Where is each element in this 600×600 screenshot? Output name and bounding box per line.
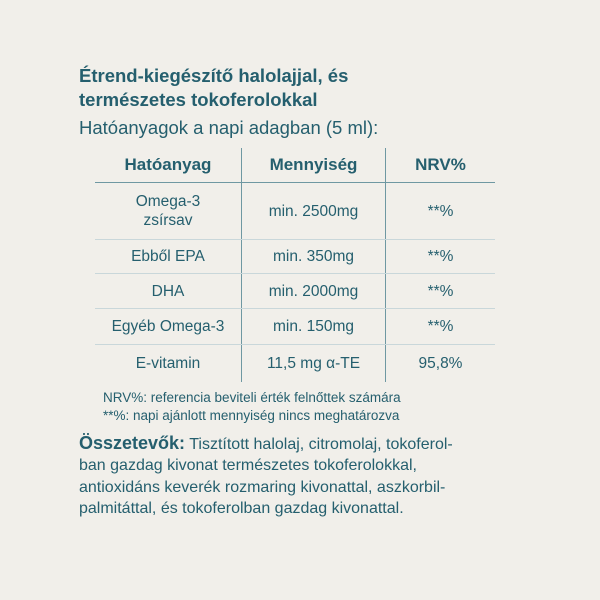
table-row xyxy=(95,345,495,382)
column-header-amount: Mennyiség xyxy=(242,148,386,183)
nrv-cell: **% xyxy=(386,274,496,309)
ingredient-name: Omega-3 xyxy=(135,193,201,210)
active-ingredients-heading: Hatóanyagok a napi adagban (5 ml): xyxy=(79,117,379,138)
title-line: természetes tokoferolokkal xyxy=(79,89,318,110)
title-line: Étrend-kiegészítő halolajjal, és xyxy=(79,65,349,86)
ingredient-name-cell xyxy=(95,183,242,240)
ingredients-label: Összetevők: xyxy=(79,432,186,453)
ingredient-name-cell: DHA xyxy=(95,274,242,309)
nrv-footnote: NRV%: referencia beviteli érték felnőttek számára xyxy=(103,389,401,405)
supplement-label xyxy=(79,64,539,520)
ingredients-line: ban gazdag kivonat természetes tokoferolokkal, xyxy=(79,457,417,474)
ingredients-text: Tisztított halolaj, citromolaj, tokoferol- xyxy=(189,435,453,453)
column-header-ingredient: Hatóanyag xyxy=(95,148,242,183)
nrv-cell: **% xyxy=(386,183,496,240)
asterisk-footnote: **%: napi ajánlott mennyiség nincs meghatározva xyxy=(103,407,400,423)
amount-cell: 11,5 mg α-TE xyxy=(242,345,386,382)
amount-cell: min. 350mg xyxy=(242,240,386,274)
ingredients-line xyxy=(79,433,539,456)
ingredient-name-continued: zsírsav xyxy=(143,212,193,229)
amount-cell: min. 150mg xyxy=(242,309,386,345)
ingredients-line: palmitáttal, és tokoferolban gazdag kivonattal. xyxy=(79,500,404,517)
amount-cell: min. 2500mg xyxy=(242,183,386,240)
nutrition-table xyxy=(95,148,495,382)
nrv-cell: **% xyxy=(386,240,496,274)
ingredient-name-cell: Ebből EPA xyxy=(95,240,242,274)
nrv-cell: 95,8% xyxy=(386,345,496,382)
ingredients-line: antioxidáns keverék rozmaring kivonattal, aszkorbil- xyxy=(79,478,446,496)
ingredients-list xyxy=(79,433,539,520)
ingredient-name-cell: E-vitamin xyxy=(135,354,201,372)
table-row xyxy=(95,274,495,309)
amount-cell: min. 2000mg xyxy=(242,274,386,309)
table-row xyxy=(95,240,495,274)
footnotes xyxy=(103,389,539,425)
column-header-nrv: NRV% xyxy=(386,148,496,183)
table-row xyxy=(95,183,495,240)
ingredient-name-cell: Egyéb Omega-3 xyxy=(95,309,242,345)
table-header-row xyxy=(95,148,495,183)
nrv-cell: **% xyxy=(386,309,496,345)
table-row xyxy=(95,309,495,345)
product-title xyxy=(79,64,539,112)
